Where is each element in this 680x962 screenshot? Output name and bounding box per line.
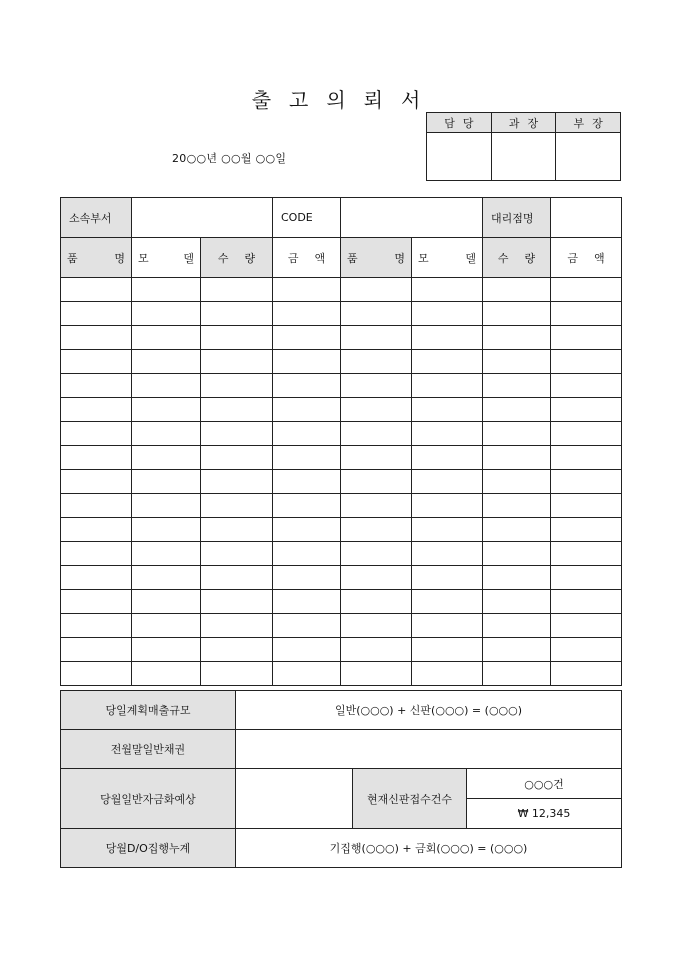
department-label: 소속부서: [61, 198, 132, 238]
table-cell[interactable]: [201, 566, 273, 590]
table-cell[interactable]: [341, 470, 412, 494]
daily-plan-label: 당일계획매출규모: [61, 691, 236, 730]
approval-sign-staff[interactable]: [427, 133, 492, 181]
table-cell[interactable]: [341, 542, 412, 566]
item-table: [60, 197, 622, 686]
table-cell[interactable]: [412, 422, 483, 446]
table-cell[interactable]: [483, 542, 551, 566]
table-cell[interactable]: [273, 326, 341, 350]
table-cell[interactable]: [273, 566, 341, 590]
table-cell[interactable]: [341, 326, 412, 350]
table-cell[interactable]: [412, 470, 483, 494]
col-item2-char1: 품: [347, 251, 358, 265]
table-cell[interactable]: [132, 470, 201, 494]
table-cell[interactable]: [61, 374, 132, 398]
table-cell[interactable]: [61, 566, 132, 590]
dealer-field[interactable]: [551, 198, 622, 238]
item-rows: [61, 278, 622, 686]
table-cell[interactable]: [483, 374, 551, 398]
table-row: [61, 614, 622, 638]
col-model-char1: 모: [138, 251, 149, 265]
table-cell[interactable]: [483, 518, 551, 542]
col-amount2-char2: 액: [594, 251, 605, 265]
table-cell[interactable]: [551, 614, 622, 638]
table-cell[interactable]: [61, 518, 132, 542]
table-row: [61, 446, 622, 470]
table-cell[interactable]: [61, 494, 132, 518]
table-cell[interactable]: [273, 470, 341, 494]
table-row: [61, 374, 622, 398]
table-cell[interactable]: [201, 446, 273, 470]
table-cell[interactable]: [201, 614, 273, 638]
table-cell[interactable]: [201, 494, 273, 518]
table-cell[interactable]: [551, 398, 622, 422]
table-cell[interactable]: [61, 446, 132, 470]
table-cell[interactable]: [483, 350, 551, 374]
approval-header-manager: 과장: [491, 113, 556, 133]
table-cell[interactable]: [483, 302, 551, 326]
table-cell[interactable]: [551, 566, 622, 590]
table-cell[interactable]: [483, 326, 551, 350]
table-cell[interactable]: [483, 614, 551, 638]
table-cell[interactable]: [551, 542, 622, 566]
col-amount2-char1: 금: [567, 251, 578, 265]
do-value[interactable]: 기집행(○○○) + 금회(○○○) = (○○○): [236, 829, 622, 868]
table-row: [61, 662, 622, 686]
approval-sign-director[interactable]: [556, 133, 621, 181]
table-cell[interactable]: [483, 590, 551, 614]
current-count-value[interactable]: ○○○건: [467, 769, 622, 799]
table-cell[interactable]: [341, 374, 412, 398]
document-date: 20○○년 ○○월 ○○일: [172, 152, 287, 165]
approval-header-director: 부장: [556, 113, 621, 133]
table-cell[interactable]: [273, 446, 341, 470]
table-cell[interactable]: [483, 446, 551, 470]
table-cell[interactable]: [273, 302, 341, 326]
col-model-char2: 델: [183, 251, 194, 265]
table-cell[interactable]: [132, 590, 201, 614]
table-cell[interactable]: [201, 374, 273, 398]
table-cell[interactable]: [273, 614, 341, 638]
col-model-left: [132, 250, 200, 266]
column-header-row: [61, 238, 622, 278]
table-cell[interactable]: [61, 614, 132, 638]
table-cell[interactable]: [551, 590, 622, 614]
table-cell[interactable]: [273, 542, 341, 566]
table-row: [61, 326, 622, 350]
table-cell[interactable]: [273, 398, 341, 422]
do-label: 당월D/O집행누계: [61, 829, 236, 868]
table-cell[interactable]: [132, 446, 201, 470]
table-cell[interactable]: [61, 326, 132, 350]
table-cell[interactable]: [412, 566, 483, 590]
table-row: [61, 422, 622, 446]
approval-box: [426, 112, 621, 181]
table-cell[interactable]: [551, 446, 622, 470]
table-cell[interactable]: [412, 638, 483, 662]
table-cell[interactable]: [412, 614, 483, 638]
table-cell[interactable]: [132, 302, 201, 326]
department-field[interactable]: [132, 198, 273, 238]
table-cell[interactable]: [551, 326, 622, 350]
table-row: [61, 470, 622, 494]
table-row: [61, 350, 622, 374]
table-cell[interactable]: [201, 326, 273, 350]
table-row: [61, 566, 622, 590]
table-cell[interactable]: [412, 662, 483, 686]
table-cell[interactable]: [273, 638, 341, 662]
table-cell[interactable]: [412, 590, 483, 614]
table-cell[interactable]: [341, 590, 412, 614]
table-cell[interactable]: [201, 350, 273, 374]
table-cell[interactable]: [132, 278, 201, 302]
table-cell[interactable]: [273, 518, 341, 542]
code-field[interactable]: [341, 198, 483, 238]
table-cell[interactable]: [273, 662, 341, 686]
table-cell[interactable]: [273, 422, 341, 446]
col-model2-char1: 모: [418, 251, 429, 265]
table-cell[interactable]: [61, 398, 132, 422]
current-amount-value[interactable]: ₩ 12,345: [467, 799, 622, 829]
col-amount-char1: 금: [287, 251, 299, 265]
table-cell[interactable]: [551, 422, 622, 446]
table-cell[interactable]: [61, 470, 132, 494]
table-cell[interactable]: [551, 662, 622, 686]
table-cell[interactable]: [132, 350, 201, 374]
table-cell[interactable]: [273, 374, 341, 398]
table-cell[interactable]: [412, 542, 483, 566]
table-cell[interactable]: [551, 470, 622, 494]
table-cell[interactable]: [551, 302, 622, 326]
table-cell[interactable]: [551, 374, 622, 398]
table-row: [61, 278, 622, 302]
table-cell[interactable]: [273, 590, 341, 614]
table-cell[interactable]: [551, 518, 622, 542]
table-cell[interactable]: [132, 326, 201, 350]
col-item2-char2: 명: [394, 251, 405, 265]
table-cell[interactable]: [132, 614, 201, 638]
table-cell[interactable]: [273, 350, 341, 374]
table-cell[interactable]: [341, 518, 412, 542]
table-cell[interactable]: [61, 542, 132, 566]
table-cell[interactable]: [412, 374, 483, 398]
col-qty-char2: 량: [244, 251, 256, 265]
table-cell[interactable]: [61, 590, 132, 614]
approval-sign-manager[interactable]: [491, 133, 556, 181]
table-cell[interactable]: [201, 422, 273, 446]
document-title: 출고의뢰서: [251, 88, 439, 112]
table-cell[interactable]: [483, 278, 551, 302]
table-cell[interactable]: [132, 662, 201, 686]
table-row: [61, 590, 622, 614]
table-cell[interactable]: [201, 302, 273, 326]
table-cell[interactable]: [412, 278, 483, 302]
table-cell[interactable]: [61, 638, 132, 662]
table-cell[interactable]: [551, 350, 622, 374]
table-cell[interactable]: [412, 326, 483, 350]
table-cell[interactable]: [201, 470, 273, 494]
table-cell[interactable]: [483, 662, 551, 686]
table-cell[interactable]: [61, 350, 132, 374]
col-amount-char2: 액: [314, 251, 326, 265]
table-cell[interactable]: [341, 662, 412, 686]
table-cell[interactable]: [412, 302, 483, 326]
col-qty2-char2: 량: [524, 251, 536, 265]
table-cell[interactable]: [201, 638, 273, 662]
table-cell[interactable]: [132, 422, 201, 446]
table-cell[interactable]: [412, 350, 483, 374]
table-cell[interactable]: [483, 566, 551, 590]
table-cell[interactable]: [132, 566, 201, 590]
table-cell[interactable]: [201, 518, 273, 542]
table-cell[interactable]: [132, 518, 201, 542]
table-cell[interactable]: [341, 278, 412, 302]
table-cell[interactable]: [201, 398, 273, 422]
col-qty2-char1: 수: [497, 251, 509, 265]
table-cell[interactable]: [483, 494, 551, 518]
col-item-left: [61, 250, 131, 266]
col-item-char2: 명: [114, 251, 125, 265]
table-cell[interactable]: [483, 398, 551, 422]
table-cell[interactable]: [201, 542, 273, 566]
table-cell[interactable]: [551, 278, 622, 302]
table-cell[interactable]: [132, 374, 201, 398]
table-cell[interactable]: [132, 494, 201, 518]
table-cell[interactable]: [341, 638, 412, 662]
prev-month-value[interactable]: [236, 730, 622, 769]
table-cell[interactable]: [341, 398, 412, 422]
table-cell[interactable]: [273, 494, 341, 518]
table-cell[interactable]: [341, 566, 412, 590]
table-row: [61, 518, 622, 542]
prev-month-label: 전월말일반채권: [61, 730, 236, 769]
table-row: [61, 302, 622, 326]
table-cell[interactable]: [341, 350, 412, 374]
table-cell[interactable]: [201, 278, 273, 302]
month-forecast-value[interactable]: [236, 769, 353, 829]
table-cell[interactable]: [132, 638, 201, 662]
table-cell[interactable]: [201, 662, 273, 686]
col-item-char1: 품: [67, 251, 78, 265]
table-cell[interactable]: [341, 422, 412, 446]
table-cell[interactable]: [412, 446, 483, 470]
daily-plan-value[interactable]: 일반(○○○) + 신판(○○○) = (○○○): [236, 691, 622, 730]
dealer-label: 대리점명: [483, 198, 551, 238]
table-cell[interactable]: [412, 398, 483, 422]
table-cell[interactable]: [132, 542, 201, 566]
table-cell[interactable]: [61, 422, 132, 446]
table-cell[interactable]: [551, 494, 622, 518]
table-cell[interactable]: [61, 278, 132, 302]
table-cell[interactable]: [341, 302, 412, 326]
table-cell[interactable]: [483, 422, 551, 446]
table-cell[interactable]: [61, 662, 132, 686]
current-count-label: 현재신판접수건수: [353, 769, 467, 829]
month-forecast-label: 당월일반자금화예상: [61, 769, 236, 829]
table-cell[interactable]: [551, 638, 622, 662]
table-row: [61, 494, 622, 518]
code-label: CODE: [273, 198, 341, 238]
table-cell[interactable]: [61, 302, 132, 326]
table-cell[interactable]: [201, 590, 273, 614]
table-cell[interactable]: [132, 398, 201, 422]
table-row: [61, 638, 622, 662]
table-row: [61, 398, 622, 422]
table-cell[interactable]: [341, 494, 412, 518]
table-cell[interactable]: [341, 446, 412, 470]
table-cell[interactable]: [483, 470, 551, 494]
table-cell[interactable]: [412, 494, 483, 518]
summary-table: [60, 690, 622, 868]
col-qty-char1: 수: [217, 251, 229, 265]
table-cell[interactable]: [273, 278, 341, 302]
col-model2-char2: 델: [465, 251, 476, 265]
table-row: [61, 542, 622, 566]
table-cell[interactable]: [412, 518, 483, 542]
table-cell[interactable]: [483, 638, 551, 662]
table-cell[interactable]: [341, 614, 412, 638]
approval-header-staff: 담당: [427, 113, 492, 133]
